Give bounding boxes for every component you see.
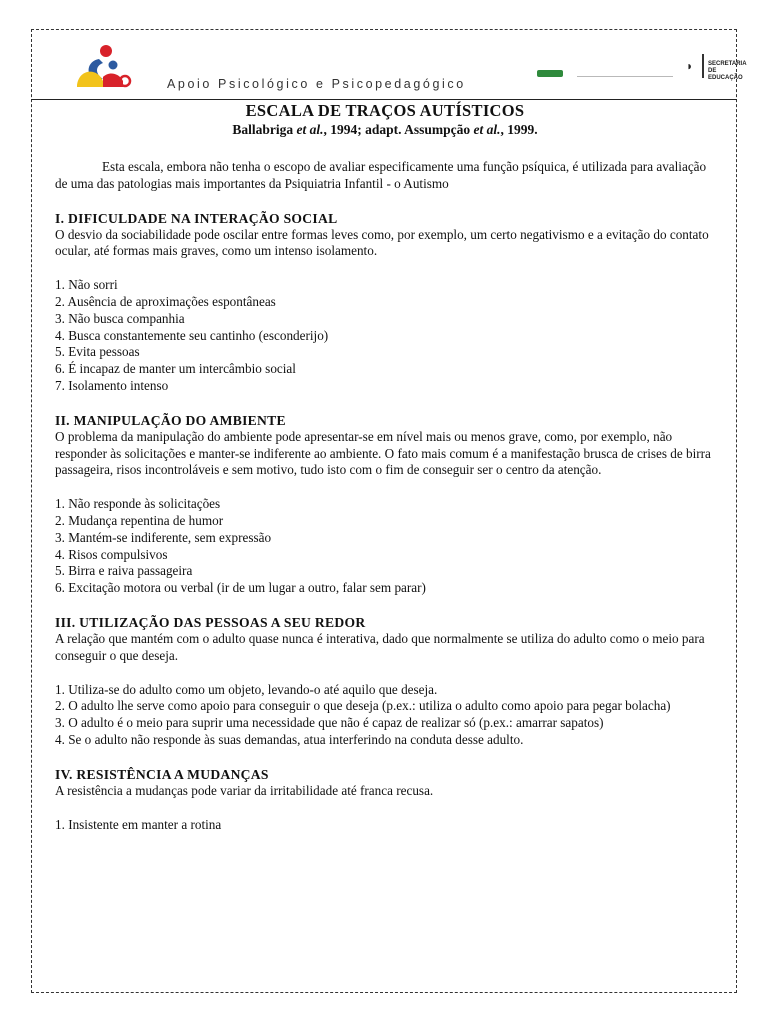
list-item: 1. Utiliza-se do adulto como um objeto, levando-o até aquilo que deseja.: [55, 681, 438, 697]
intro-paragraph: Esta escala, embora não tenha o escopo de avaliar especificamente uma função psíquica, é utilizada para avaliação de uma das patologias mais importantes da Psiquiatria Infantil - o Autismo: [55, 159, 707, 191]
list-item: 3. Não busca companhia: [55, 310, 185, 326]
section-environment-manipulation: [55, 412, 715, 597]
list-item: 1. Não sorri: [55, 277, 118, 293]
list-item: 4. Se o adulto não responde às suas demandas, atua interferindo na conduta desse adulto.: [55, 731, 524, 747]
section-heading: I. DIFICULDADE NA INTERAÇÃO SOCIAL: [55, 210, 338, 226]
list-item: 1. Insistente em manter a rotina: [55, 816, 222, 832]
section-heading: II. MANIPULAÇÃO DO AMBIENTE: [55, 412, 286, 428]
item-list: [55, 682, 715, 749]
list-item: 5. Birra e raiva passageira: [55, 563, 193, 579]
item-list: [55, 496, 715, 597]
list-item: 2. Ausência de aproximações espontâneas: [55, 293, 276, 309]
list-item: 2. O adulto lhe serve como apoio para conseguir o que deseja (p.ex.: utiliza o adulto como apoio para pegar bolacha): [55, 698, 671, 714]
secretaria-label: SECRETARIA DE EDUCAÇÃO: [708, 61, 747, 81]
section-social-interaction: [55, 210, 715, 395]
partner-logo-green: [537, 70, 563, 77]
list-item: 3. Mantém-se indiferente, sem expressão: [55, 529, 272, 545]
section-description: A relação que mantém com o adulto quase nunca é interativa, dado que normalmente se utiliza do adulto como o meio para conseguir o que deseja.: [55, 630, 705, 663]
list-item: 7. Isolamento intenso: [55, 377, 169, 393]
program-logo-icon: [73, 41, 133, 91]
partner-logo-caption: [577, 76, 673, 80]
page-header: [31, 29, 747, 100]
section-heading: IV. RESISTÊNCIA A MUDANÇAS: [55, 766, 269, 782]
list-item: 4. Busca constantemente seu cantinho (esconderijo): [55, 327, 329, 343]
item-list: [55, 817, 715, 834]
section-description: O problema da manipulação do ambiente pode apresentar-se em nível mais ou menos grave, como, por exemplo, não responder às solicitações e manter-se indiferente ao ambiente. O fato mais comum é a manifestação brusca de crises de birra passageira, risos incontroláveis e sem motivo, tudo isto com o fim de conseguir ser o centro da atenção.: [55, 428, 711, 478]
section-description: O desvio da sociabilidade pode oscilar entre formas leves como, por exemplo, um certo negativismo e a evitação do contato ocular, até formas mais graves, como um intenso isolamento.: [55, 226, 709, 259]
list-item: 2. Mudança repentina de humor: [55, 512, 224, 528]
government-logo-icon: ◗: [686, 59, 694, 73]
document-citation: Ballabriga et al., 1994; adapt. Assumpção et al., 1999.: [232, 122, 538, 137]
document-body: [55, 100, 715, 833]
item-list: [55, 277, 715, 395]
document-title: ESCALA DE TRAÇOS AUTÍSTICOS: [245, 101, 525, 120]
list-item: 6. Excitação motora ou verbal (ir de um lugar a outro, falar sem parar): [55, 580, 426, 596]
list-item: 6. É incapaz de manter um intercâmbio social: [55, 361, 296, 377]
list-item: 4. Risos compulsivos: [55, 546, 168, 562]
section-resistance-to-change: [55, 766, 715, 834]
list-item: 3. O adulto é o meio para suprir uma necessidade que não é capaz de realizar só (p.ex.: amarrar sapatos): [55, 715, 604, 731]
list-item: 1. Não responde às solicitações: [55, 496, 221, 512]
program-title: Apoio Psicológico e Psicopedagógico: [167, 77, 466, 91]
list-item: 5. Evita pessoas: [55, 344, 140, 360]
section-description: A resistência a mudanças pode variar da irritabilidade até franca recusa.: [55, 782, 434, 798]
logo-divider: [702, 54, 704, 78]
section-use-of-people: [55, 614, 715, 749]
section-heading: III. UTILIZAÇÃO DAS PESSOAS A SEU REDOR: [55, 614, 366, 630]
